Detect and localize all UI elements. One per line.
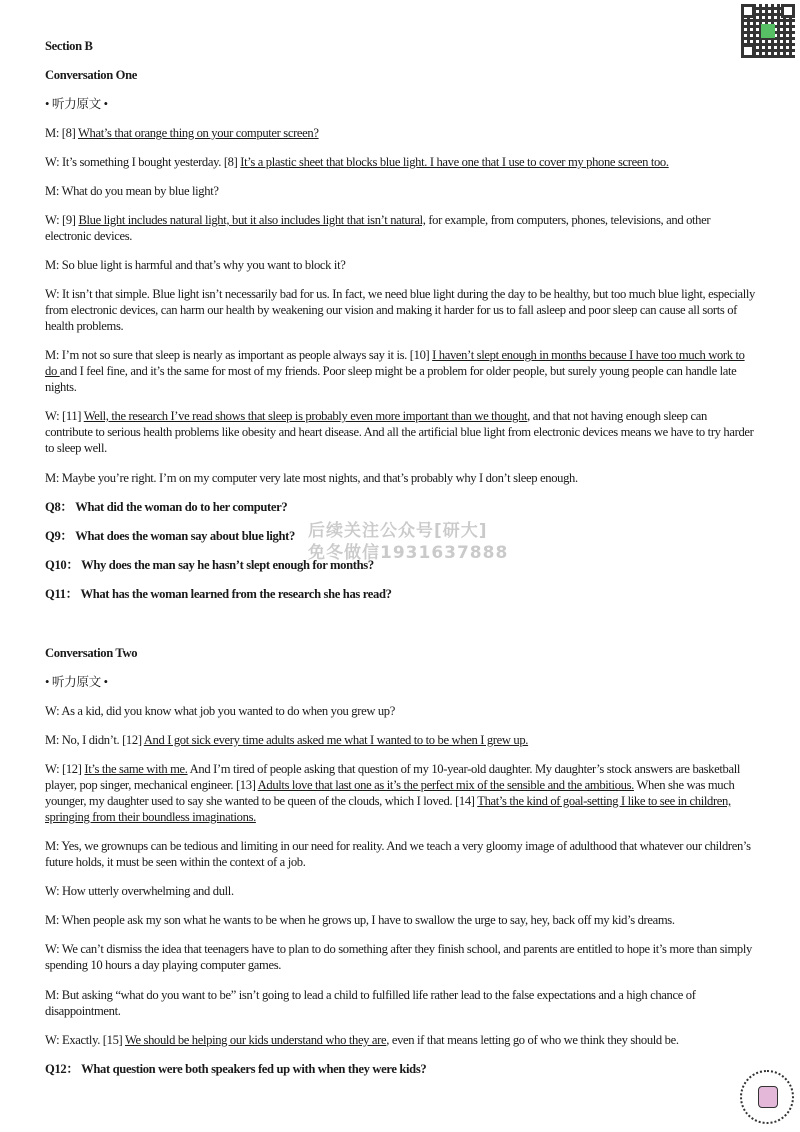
question-q12: Q12： What question were both speakers fed up with when they were kids? — [45, 1062, 427, 1076]
question-q11: Q11： What has the woman learned from the research she has read? — [45, 587, 392, 601]
transcript-line: M: When people ask my son what he wants to be when he grows up, I have to swallow the urge to say, hey, back off my kid’s dreams. — [45, 913, 675, 927]
transcript-line: M: Maybe you’re right. I’m on my computer very late most nights, and that’s probably why I don’t sleep enough. — [45, 471, 578, 485]
transcript-line: W: Exactly. [15] We should be helping our kids understand who they are, even if that means letting go of who we think they should be. — [45, 1033, 679, 1047]
transcript-line: W: We can’t dismiss the idea that teenagers have to plan to do something after they finish school, and parents are entitled to hope it’s more than simply spending 10 hours a day playing computer games. — [45, 942, 752, 972]
conversation-one-title: Conversation One — [45, 68, 138, 82]
transcript-line: W: [12] It’s the same with me. And I’m tired of people asking that question of my 10-year-old daughter. My daughter’s stock answers are basketball player, pop singer, mechanical engineer. [13] Adults love that last one as it’s the perfect mix of the sensible and the ambitious. When she was much younger, my daughter used to say she wanted to be queen of the clouds, which I loved. [14] That’s the kind of goal-setting I like to see in children, springing from their boundless imaginations. — [45, 762, 740, 824]
question-q10: Q10： Why does the man say he hasn’t slept enough for months? — [45, 558, 374, 572]
transcript-line: W: As a kid, did you know what job you wanted to do when you grew up? — [45, 704, 395, 718]
conversation-two-title: Conversation Two — [45, 646, 138, 660]
transcript-line: W: [11] Well, the research I’ve read shows that sleep is probably even more important than we thought, and that not having enough sleep can contribute to serious health problems like obesity and heart disease. And all the artificial blue light from electronic devices means we have to try harder to sleep well. — [45, 409, 754, 455]
transcript-line: W: It isn’t that simple. Blue light isn’t necessarily bad for us. In fact, we need blue light during the day to be healthy, but too much blue light, especially from electronic devices, can harm our health by weakening our vision and making it harder for us to fall asleep and poor sleep can cause all sorts of health problems. — [45, 287, 755, 333]
transcript-line: W: How utterly overwhelming and dull. — [45, 884, 234, 898]
transcript-label: • 听力原文 • — [45, 675, 108, 689]
question-q9: Q9： What does the woman say about blue light? — [45, 529, 295, 543]
transcript-line: M: No, I didn’t. [12] And I got sick every time adults asked me what I wanted to to be when I grew up. — [45, 733, 529, 747]
watermark: 后续关注公众号[研大] 免冬做信19316378​88 — [308, 521, 509, 563]
transcript-line: M: [8] What’s that orange thing on your computer screen? — [45, 126, 319, 140]
transcript-line: M: So blue light is harmful and that’s why you want to block it? — [45, 258, 346, 272]
question-q8: Q8： What did the woman do to her computer? — [45, 500, 288, 514]
transcript-line: W: It’s something I bought yesterday. [8] It’s a plastic sheet that blocks blue light. I have one that I use to cover my phone screen too. — [45, 155, 669, 169]
transcript-line: M: What do you mean by blue light? — [45, 184, 219, 198]
transcript-line: M: I’m not so sure that sleep is nearly as important as people always say it is. [10] I haven’t slept enough in months because I have too much work to do and I feel fine, and it’s the same for most of my friends. Poor sleep might be a problem for older people, but surely young people can handle late nights. — [45, 348, 745, 394]
transcript-line: M: Yes, we grownups can be tedious and limiting in our need for reality. And we teach a very gloomy image of adulthood that whatever our children’s future holds, it must be seen within the context of a job. — [45, 839, 751, 869]
stamp-icon — [740, 1070, 794, 1124]
transcript-label: • 听力原文 • — [45, 97, 108, 111]
transcript-line: W: [9] Blue light includes natural light, but it also includes light that isn’t natural, for example, from computers, phones, televisions, and other electronic devices. — [45, 213, 711, 243]
transcript-line: M: But asking “what do you want to be” isn’t going to lead a child to fulfilled life rather lead to the false expectations and a high chance of disappointment. — [45, 988, 696, 1018]
section-title: Section B — [45, 39, 93, 53]
